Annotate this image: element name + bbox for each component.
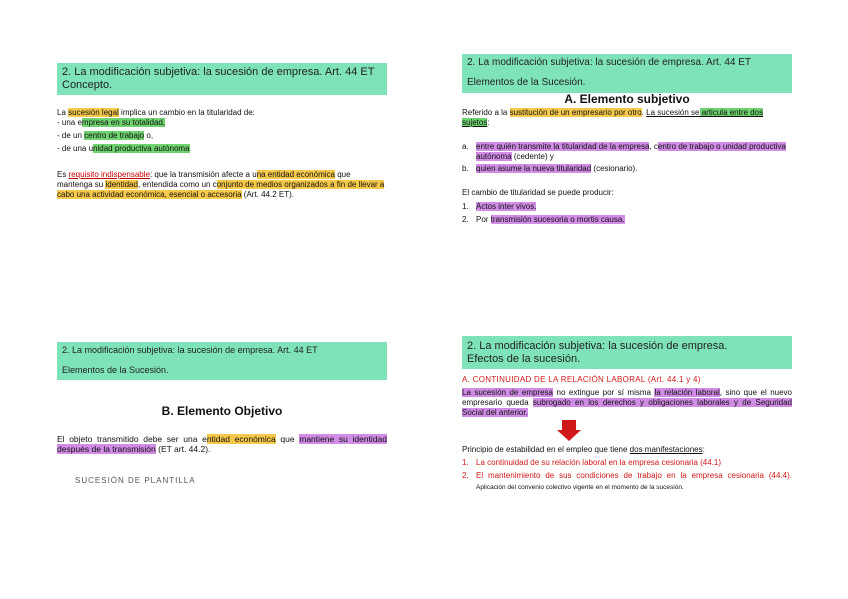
text: (cedente) y bbox=[511, 152, 554, 161]
arrow-shaft bbox=[562, 420, 576, 430]
text: Aplicación del convenio colectivo vigente en el momento de la sucesión. bbox=[476, 484, 684, 491]
text: - una e bbox=[57, 118, 82, 127]
highlight: mantiene su identidad después de la transmisión bbox=[57, 434, 387, 454]
list-text bbox=[476, 471, 792, 493]
list-item bbox=[57, 118, 387, 128]
paragraph bbox=[462, 388, 792, 418]
text: . bbox=[641, 108, 647, 117]
text: El mantenimiento de sus condiciones de trabajo en la empresa cesionaria (44.4). bbox=[476, 471, 792, 480]
highlight: La sucesión de empresa bbox=[462, 388, 553, 397]
list-item-b bbox=[462, 164, 792, 174]
text: no extingue por sí misma bbox=[553, 388, 655, 397]
text: , sino que el nuevo empresario queda bbox=[462, 388, 793, 407]
paragraph bbox=[57, 108, 387, 118]
highlight: nidad productiva autónoma bbox=[93, 144, 190, 153]
list-text: La continuidad de su relación laboral en la empresa cesionaria (44.1) bbox=[476, 458, 722, 467]
slide-title: 2. La modificación subjetiva: la sucesión de empresa. Art. 44 ET bbox=[467, 57, 752, 68]
highlight: onjunto de medios organizados a fin de llevar a cabo una actividad económica, esencial o accesoria bbox=[57, 180, 385, 199]
list-text bbox=[476, 142, 792, 162]
highlight: subrogado en los derechos y obligaciones laborales y de Seguridad Social del anterior. bbox=[462, 398, 792, 417]
slide-title-bar bbox=[462, 336, 792, 369]
text: Referido a la bbox=[462, 108, 510, 117]
section-heading: A. Elemento subjetivo bbox=[564, 92, 690, 106]
list-item-1 bbox=[462, 202, 792, 212]
red-heading: A. CONTINUIDAD DE LA RELACIÓN LABORAL (Art. 44.1 y 4) bbox=[462, 375, 701, 384]
highlight: transmisión sucesoria o mortis causa. bbox=[490, 215, 625, 224]
list-item bbox=[57, 144, 387, 154]
list-item bbox=[57, 131, 387, 141]
section-heading: B. Elemento Objetivo bbox=[161, 404, 283, 418]
paragraph bbox=[462, 445, 792, 455]
underlined-text: dos manifestaciones bbox=[629, 445, 703, 454]
highlight: ntidad económica bbox=[206, 434, 276, 444]
list-label: 1. bbox=[462, 202, 469, 211]
highlight: sucesión legal bbox=[68, 108, 119, 117]
highlight: Actos inter vivos. bbox=[476, 202, 537, 211]
slide-concepto bbox=[57, 63, 387, 200]
list-item-a bbox=[462, 142, 792, 162]
paragraph bbox=[57, 170, 387, 200]
text: , c bbox=[649, 142, 658, 151]
paragraph: El cambio de titularidad se puede producir: bbox=[462, 188, 614, 197]
text: o, bbox=[144, 131, 154, 140]
list-label: b. bbox=[462, 164, 469, 173]
list-label: a. bbox=[462, 142, 469, 151]
list-text bbox=[476, 215, 625, 225]
highlight: identidad bbox=[105, 180, 138, 189]
slide-subtitle: Efectos de la sucesión. bbox=[467, 353, 581, 365]
text: La bbox=[57, 108, 69, 117]
slide-elemento-subjetivo bbox=[462, 54, 792, 225]
highlight: quien asume la nueva titularidad bbox=[476, 164, 592, 173]
slide-elemento-objetivo bbox=[57, 342, 387, 485]
highlight: entre quién transmite la titularidad de la empresa bbox=[476, 142, 650, 151]
arrow-head bbox=[557, 430, 581, 441]
text: que mantenga su bbox=[57, 170, 351, 189]
slide-title-bar bbox=[462, 54, 792, 93]
highlight: mpresa en su totalidad, bbox=[81, 118, 166, 127]
slide-subtitle: Elementos de la Sucesión. bbox=[62, 365, 169, 375]
paragraph bbox=[462, 108, 792, 128]
list-text bbox=[476, 202, 536, 212]
text: que bbox=[275, 434, 300, 444]
underlined-text: La sucesión se bbox=[646, 108, 700, 117]
text: implica un cambio en la titularidad de: bbox=[118, 108, 255, 117]
highlight: centro de trabajo bbox=[84, 131, 145, 140]
text: (Art. 44.2 ET). bbox=[241, 190, 295, 199]
list-text bbox=[476, 164, 637, 174]
slide-title-bar bbox=[57, 63, 387, 95]
list-label: 2. bbox=[462, 215, 469, 224]
list-label: 1. bbox=[462, 458, 469, 467]
slide-subtitle: Concepto. bbox=[62, 79, 113, 91]
footer-label: SUCESIÓN DE PLANTILLA bbox=[75, 476, 196, 485]
slide-title-bar bbox=[57, 342, 387, 380]
highlight: entro de trabajo o unidad productiva autónoma bbox=[476, 142, 786, 161]
highlight: sustitución de un empresario por otro bbox=[509, 108, 642, 117]
list-item-2 bbox=[462, 215, 792, 225]
text: Por bbox=[476, 215, 491, 224]
paragraph bbox=[57, 434, 387, 454]
text: (cesionario). bbox=[591, 164, 638, 173]
text: Es bbox=[57, 170, 69, 179]
text: (ET art. 44.2). bbox=[155, 444, 211, 454]
text: Principio de estabilidad en el empleo que tiene bbox=[462, 445, 630, 454]
slide-title: 2. La modificación subjetiva: la sucesión de empresa. Art. 44 ET bbox=[62, 66, 375, 78]
list-item-1 bbox=[462, 458, 792, 468]
text: : bbox=[487, 118, 490, 127]
highlight: na entidad económica bbox=[256, 170, 335, 179]
highlight: la relación laboral bbox=[654, 388, 720, 397]
text: - de una u bbox=[57, 144, 94, 153]
text: : que la transmisión afecte a u bbox=[149, 170, 257, 179]
highlight: articula entre dos sujetos bbox=[462, 108, 764, 127]
list-label: 2. bbox=[462, 471, 469, 480]
down-arrow-icon bbox=[557, 420, 581, 441]
slide-title: 2. La modificación subjetiva: la sucesión de empresa. Art. 44 ET bbox=[62, 345, 318, 355]
slide-title: 2. La modificación subjetiva: la sucesión de empresa. bbox=[467, 340, 728, 352]
list-item-2 bbox=[462, 471, 792, 493]
underlined-text: requisito indispensable bbox=[68, 170, 150, 179]
text: - de un bbox=[57, 131, 85, 140]
slide-efectos bbox=[462, 336, 792, 493]
text: El objeto transmitido debe ser una e bbox=[57, 434, 207, 444]
slide-subtitle: Elementos de la Sucesión. bbox=[467, 77, 586, 88]
text: , entendida como un c bbox=[137, 180, 217, 189]
text: : bbox=[702, 445, 705, 454]
